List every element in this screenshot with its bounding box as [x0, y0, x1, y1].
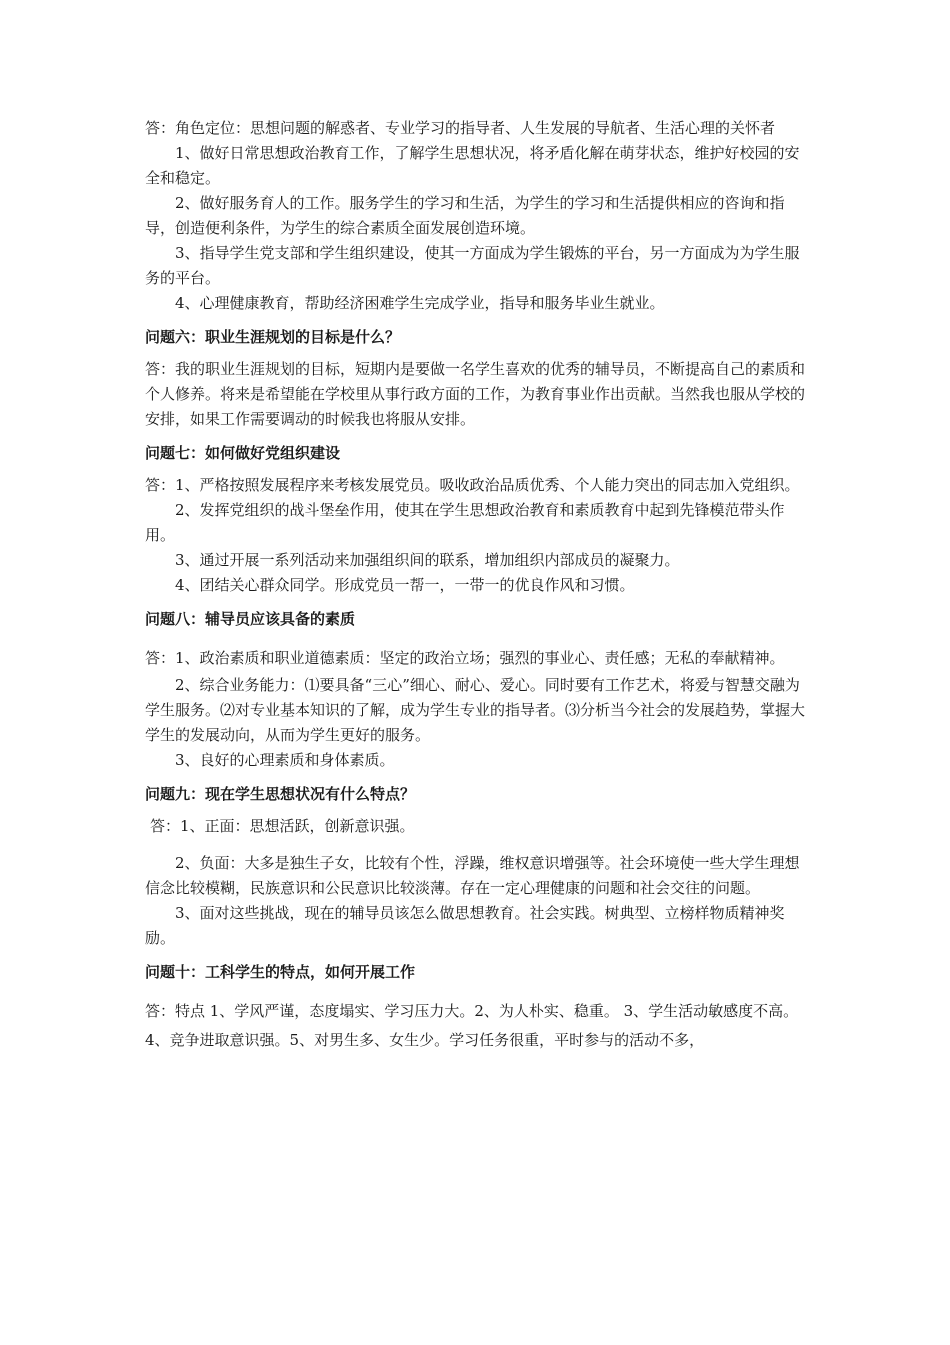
s5-item-1: 1、做好日常思想政治教育工作，了解学生思想状况，将矛盾化解在萌芽状态，维护好校园的安全和稳定。 — [145, 144, 800, 187]
question-6-heading: 问题六：职业生涯规划的目标是什么？ — [145, 328, 401, 346]
s9-item-2: 2、负面：大多是独生子女，比较有个性，浮躁，维权意识增强等。社会环境使一些大学生理想信念比较模糊，民族意识和公民意识比较淡薄。存在一定心理健康的问题和社会交往的问题。 — [145, 854, 800, 897]
question-9-heading: 问题九：现在学生思想状况有什么特点？ — [145, 785, 416, 803]
question-7-heading: 问题七：如何做好党组织建设 — [145, 444, 341, 462]
s8-item-3: 3、良好的心理素质和身体素质。 — [175, 751, 395, 769]
s10-answer: 答：特点 1、学风严谨，态度塌实、学习压力大。2、为人朴实、稳重。 3、学生活动敏感度不高。4、竞争进取意识强。5、对男生多、女生少。学习任务很重，平时参与的活动不多， — [145, 1002, 799, 1049]
s5-item-3: 3、指导学生党支部和学生组织建设，使其一方面成为学生锻炼的平台，另一方面成为为学生服务的平台。 — [145, 244, 800, 287]
question-8-heading: 问题八：辅导员应该具备的素质 — [145, 610, 356, 628]
s8-item-2: 2、综合业务能力：⑴要具备“三心”细心、耐心、爱心。同时要有工作艺术，将爱与智慧交融为学生服务。⑵对专业基本知识的了解，成为学生专业的指导者。⑶分析当今社会的发展趋势，掌握大学生的发展动向，从而为学生更好的服务。 — [145, 676, 806, 744]
s5-item-4: 4、心理健康教育，帮助经济困难学生完成学业，指导和服务毕业生就业。 — [175, 294, 665, 312]
question-10-heading: 问题十：工科学生的特点，如何开展工作 — [145, 963, 416, 981]
s6-answer: 答：我的职业生涯规划的目标，短期内是要做一名学生喜欢的优秀的辅导员，不断提高自己的素质和个人修养。将来是希望能在学校里从事行政方面的工作，为教育事业作出贡献。当然我也服从学校的安排，如果工作需要调动的时候我也将服从安排。 — [145, 360, 806, 428]
s8-answer: 答：1、政治素质和职业道德素质：坚定的政治立场；强烈的事业心、责任感；无私的奉献精神。 — [145, 649, 785, 667]
s7-item-4: 4、团结关心群众同学。形成党员一帮一，一带一的优良作风和习惯。 — [175, 576, 635, 594]
s9-item-3: 3、面对这些挑战，现在的辅导员该怎么做思想教育。社会实践。树典型、立榜样物质精神奖励。 — [145, 904, 785, 947]
s5-answer: 答：角色定位：思想问题的解惑者、专业学习的指导者、人生发展的导航者、生活心理的关怀者 — [145, 119, 776, 137]
document-page — [145, 116, 808, 1055]
s7-answer: 答：1、严格按照发展程序来考核发展党员。吸收政治品质优秀、个人能力突出的同志加入党组织。 — [145, 476, 800, 494]
s7-item-2: 2、发挥党组织的战斗堡垒作用，使其在学生思想政治教育和素质教育中起到先锋模范带头作用。 — [145, 501, 785, 544]
s9-answer: 答：1、正面：思想活跃，创新意识强。 — [150, 817, 415, 835]
s7-item-3: 3、通过开展一系列活动来加强组织间的联系，增加组织内部成员的凝聚力。 — [175, 551, 680, 569]
s5-item-2: 2、做好服务育人的工作。服务学生的学习和生活，为学生的学习和生活提供相应的咨询和指导，创造便利条件，为学生的综合素质全面发展创造环境。 — [145, 194, 785, 237]
